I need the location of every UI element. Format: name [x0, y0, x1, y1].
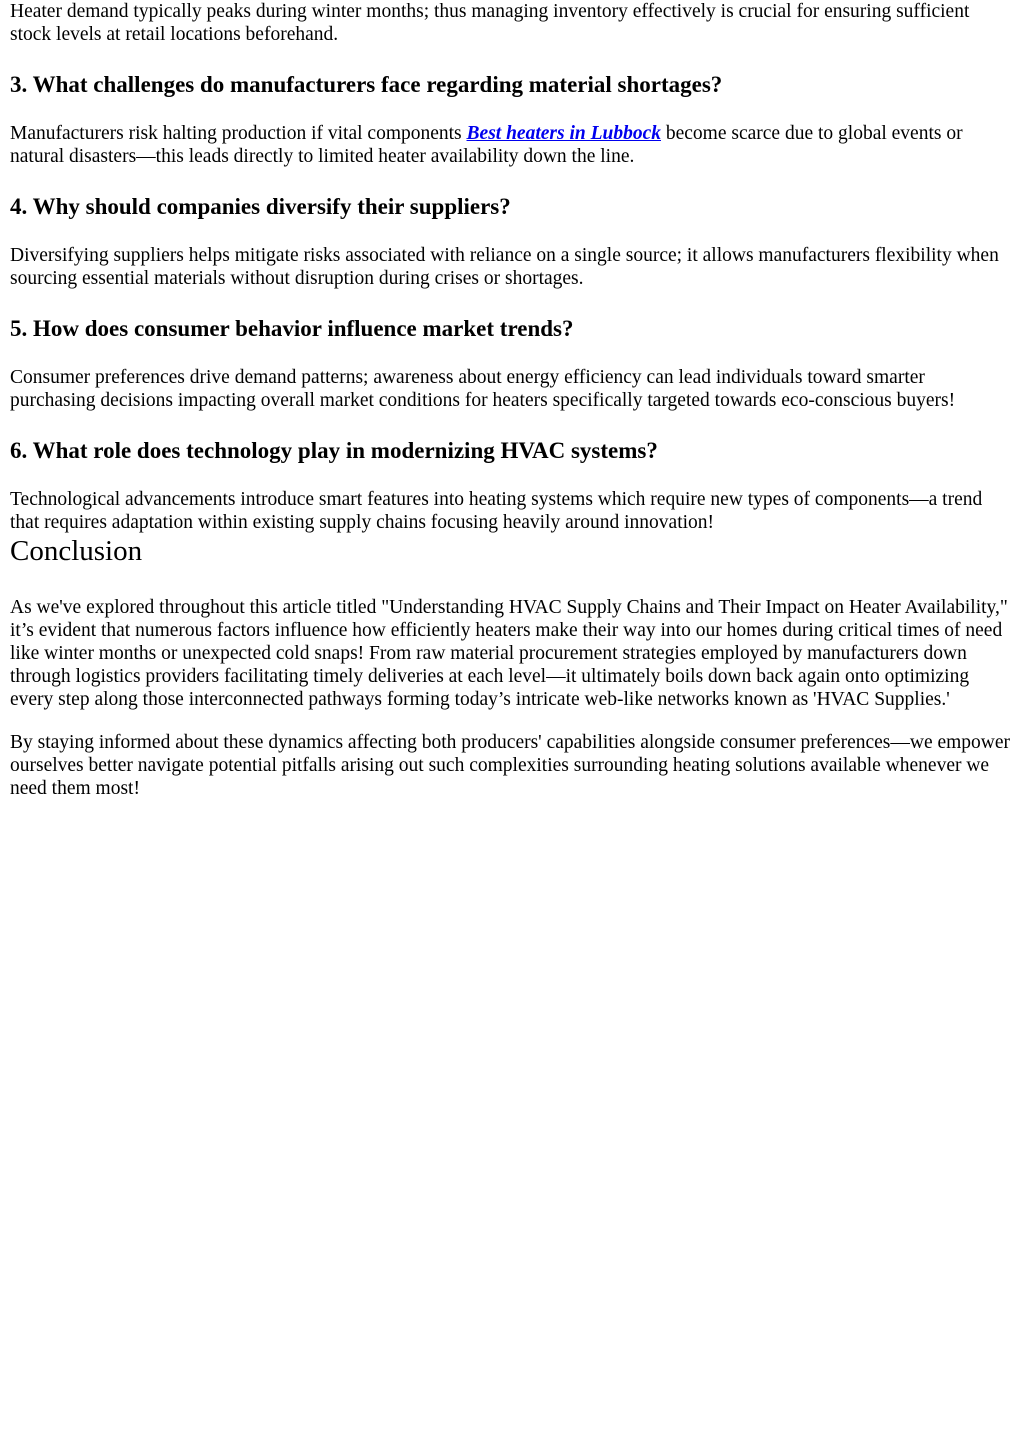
faq-question-5: 5. How does consumer behavior influence market trends? [10, 316, 574, 341]
conclusion-paragraph-1: As we've explored throughout this article titled "Understanding HVAC Supply Chains and Their Impact on Heater Availability," it’s evident that numerous factors influence how efficiently heaters make their way into our homes during critical times of need like winter months or unexpected cold snaps! From raw material procurement strategies employed by manufacturers down through logistics providers facilitating timely deliveries at each level—it ultimately boils down back again onto optimizing every step along those interconnected pathways forming today’s intricate web-like networks known as 'HVAC Supplies.' [10, 597, 1008, 710]
faq-answer-3-text-before: Manufacturers risk halting production if vital components [10, 123, 467, 144]
conclusion-heading: Conclusion [10, 535, 143, 567]
faq-question-3: 3. What challenges do manufacturers face regarding material shortages? [10, 72, 723, 97]
best-heaters-lubbock-link[interactable]: Best heaters in Lubbock [466, 123, 661, 144]
faq-answer-5: Consumer preferences drive demand patterns; awareness about energy efficiency can lead individuals toward smarter purchasing decisions impacting overall market conditions for heaters specifically targeted towards eco-conscious buyers! [10, 367, 956, 411]
conclusion-paragraph-2: By staying informed about these dynamics affecting both producers' capabilities alongside consumer preferences—we empower ourselves better navigate potential pitfalls arising out such complexities surrounding heating solutions available whenever we need them most! [10, 732, 1011, 799]
intro-paragraph: Heater demand typically peaks during winter months; thus managing inventory effectively is crucial for ensuring sufficient stock levels at retail locations beforehand. [10, 1, 970, 45]
faq-question-4: 4. Why should companies diversify their suppliers? [10, 194, 511, 219]
faq-answer-6: Technological advancements introduce smart features into heating systems which require new types of components—a trend that requires adaptation within existing supply chains focusing heavily around innovation! [10, 489, 983, 533]
faq-question-6: 6. What role does technology play in modernizing HVAC systems? [10, 438, 658, 463]
faq-answer-3 [10, 122, 1014, 168]
faq-answer-3-text-after: become scarce due to global events or natural disasters—this leads directly to limited heater availability down the line. [10, 123, 963, 167]
faq-answer-4: Diversifying suppliers helps mitigate risks associated with reliance on a single source; it allows manufacturers flexibility when sourcing essential materials without disruption during crises or shortages. [10, 245, 999, 289]
